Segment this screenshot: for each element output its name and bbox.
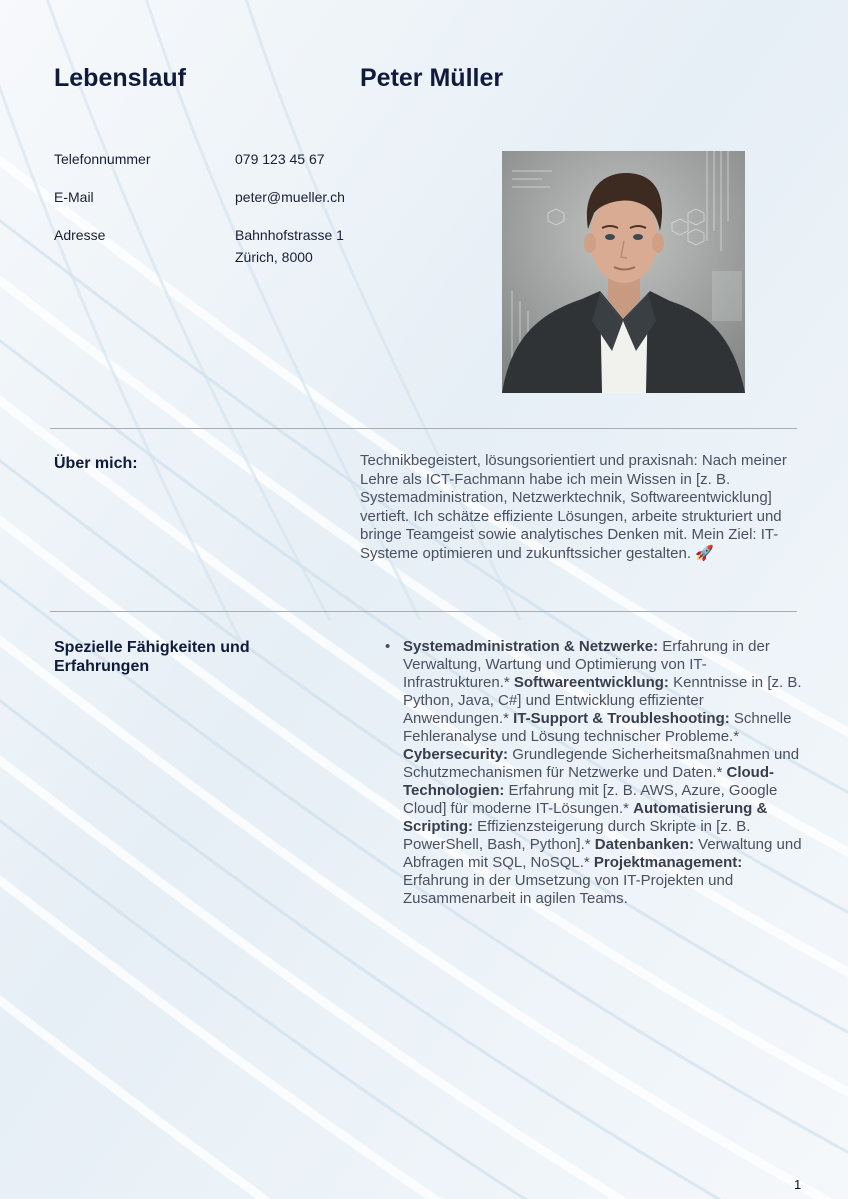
divider [50, 611, 797, 612]
address-label: Adresse [54, 227, 106, 243]
skill-title: Cloud-Technologien: [403, 764, 774, 799]
skill-text: Erfahrung in der Umsetzung von IT-Projekten und Zusammenarbeit in agilen Teams. [403, 872, 734, 907]
skill-title: Softwareentwicklung: [513, 674, 669, 691]
email-value: peter@mueller.ch [235, 189, 345, 205]
person-name: Peter Müller [360, 64, 504, 92]
skills-list-item [385, 638, 805, 908]
profile-photo [502, 151, 745, 393]
skill-text: Grundlegende Sicherheitsmaßnahmen und Schutzmechanismen für Netzwerke und Daten.* [403, 746, 800, 781]
address-line-2: Zürich, 8000 [235, 249, 313, 265]
skill-text: Verwaltung und Abfragen mit SQL, NoSQL.* [403, 836, 802, 871]
skill-title: IT-Support & Troubleshooting: [513, 710, 730, 727]
skill-title: Datenbanken: [594, 836, 694, 853]
skill-text: Schnelle Fehleranalyse und Lösung technischer Probleme.* [403, 710, 792, 745]
skill-title: Projektmanagement: [593, 854, 743, 871]
skill-text: Kenntnisse in [z. B. Python, Java, C#] und Entwicklung effizienter Anwendungen.* [403, 674, 802, 727]
phone-value: 079 123 45 67 [235, 151, 325, 167]
phone-label: Telefonnummer [54, 151, 151, 167]
skills-list [385, 638, 805, 908]
email-label: E-Mail [54, 189, 94, 205]
skill-title: Automatisierung & Scripting: [403, 800, 768, 835]
document-title: Lebenslauf [54, 64, 186, 92]
skills-heading: Spezielle Fähigkeiten und Erfahrungen [54, 639, 250, 675]
rocket-icon: 🚀 [695, 544, 714, 562]
page-number: 1 [794, 1177, 802, 1192]
address-line-1: Bahnhofstrasse 1 [235, 227, 344, 243]
bullet-icon: • [385, 638, 391, 655]
skill-text: Erfahrung in der Verwaltung, Wartung und Optimierung von IT-Infrastrukturen.* [403, 638, 770, 691]
skill-title: Cybersecurity: [403, 746, 509, 763]
divider [50, 428, 797, 429]
skill-text: Erfahrung mit [z. B. AWS, Azure, Google Cloud] für moderne IT-Lösungen.* [403, 782, 778, 817]
about-heading: Über mich: [54, 455, 138, 472]
skill-title: Systemadministration & Netzwerke: [403, 638, 659, 655]
skill-text: Effizienzsteigerung durch Skripte in [z. B. PowerShell, Bash, Python].* [403, 818, 751, 853]
about-text: Technikbegeistert, lösungsorientiert und praxisnah: Nach meiner Lehre als ICT-Fachmann habe ich mein Wissen in [z. B. Systemadministration, Netzwerktechnik, Softwareentwicklung] vertieft. Ich schätze effiziente Lösungen, arbeite strukturiert und bringe Teamgeist sowie analytisches Denken mit. Mein Ziel: IT-Systeme optimieren und zukunftssicher gestalten. 🚀 [360, 452, 787, 562]
